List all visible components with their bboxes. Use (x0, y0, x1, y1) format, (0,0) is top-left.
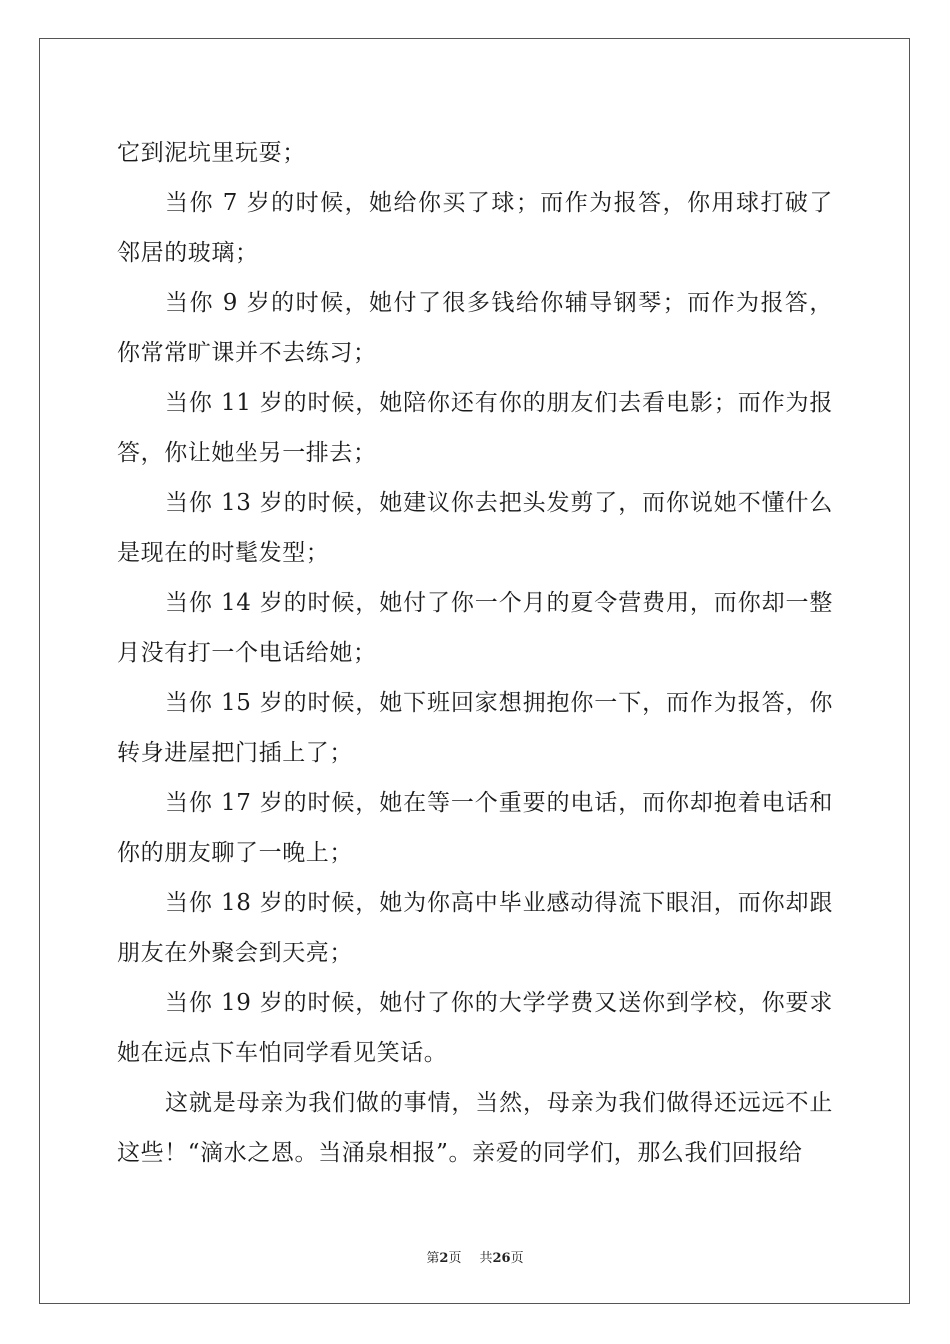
document-body (117, 128, 833, 1178)
page-number-prefix: 第 (426, 1251, 440, 1266)
paragraph: 这就是母亲为我们做的事情，当然，母亲为我们做得还远远不止这些！“滴水之恩。当涌泉相报”。亲爱的同学们，那么我们回报给 (117, 1090, 833, 1166)
page-number-suffix: 页 (448, 1251, 462, 1266)
page-footer (0, 1247, 950, 1266)
current-page-number: 2 (439, 1251, 449, 1266)
paragraph: 当你 19 岁的时候，她付了你的大学学费又送你到学校，你要求她在远点下车怕同学看见笑话。 (117, 990, 833, 1066)
paragraph: 当你 17 岁的时候，她在等一个重要的电话，而你却抱着电话和你的朋友聊了一晚上； (117, 790, 833, 866)
paragraph: 当你 15 岁的时候，她下班回家想拥抱你一下，而作为报答，你转身进屋把门插上了； (117, 690, 833, 766)
total-pages-suffix: 页 (510, 1251, 524, 1266)
paragraph: 当你 11 岁的时候，她陪你还有你的朋友们去看电影；而作为报答，你让她坐另一排去； (117, 390, 833, 466)
paragraph: 当你 14 岁的时候，她付了你一个月的夏令营费用，而你却一整月没有打一个电话给她； (117, 590, 833, 666)
total-pages-prefix: 共 (479, 1251, 493, 1266)
total-page-count: 26 (492, 1251, 511, 1266)
paragraph: 当你 9 岁的时候，她付了很多钱给你辅导钢琴；而作为报答，你常常旷课并不去练习； (117, 290, 833, 366)
paragraph: 当你 18 岁的时候，她为你高中毕业感动得流下眼泪，而你却跟朋友在外聚会到天亮； (117, 890, 833, 966)
paragraph: 当你 7 岁的时候，她给你买了球；而作为报答，你用球打破了邻居的玻璃； (117, 190, 833, 266)
paragraph: 当你 13 岁的时候，她建议你去把头发剪了，而你说她不懂什么是现在的时髦发型； (117, 490, 833, 566)
paragraph: 它到泥坑里玩耍； (117, 140, 306, 166)
